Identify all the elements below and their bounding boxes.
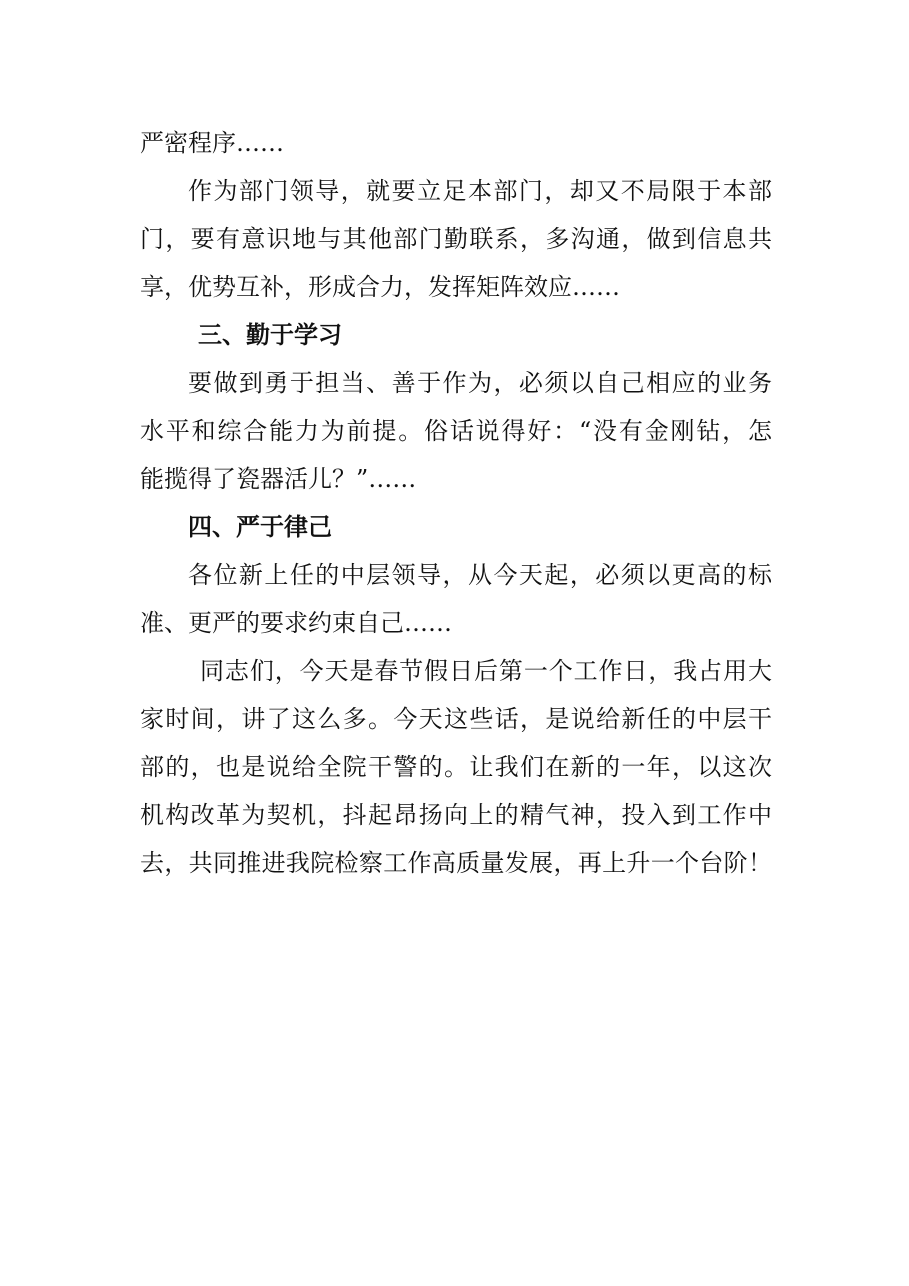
paragraph-line: 家时间，讲了这么多。今天这些话，是说给新任的中层干 bbox=[140, 705, 772, 733]
paragraph-line: 机构改革为契机，抖起昂扬向上的精气神，投入到工作中 bbox=[140, 801, 772, 829]
paragraph-line: 水平和综合能力为前提。俗话说得好：“没有金刚钻，怎 bbox=[140, 417, 772, 445]
paragraph-line: 去，共同推进我院检察工作高质量发展，再上升一个台阶！ bbox=[140, 849, 772, 877]
paragraph-line: 享，优势互补，形成合力，发挥矩阵效应…… bbox=[140, 273, 620, 301]
section-heading-3: 三、勤于学习 bbox=[198, 321, 342, 349]
paragraph-line: 部的，也是说给全院干警的。让我们在新的一年，以这次 bbox=[140, 753, 772, 781]
section-heading-4: 四、严于律己 bbox=[188, 513, 332, 541]
paragraph-line: 能揽得了瓷器活儿？”…… bbox=[140, 465, 417, 493]
paragraph-line: 要做到勇于担当、善于作为，必须以自己相应的业务 bbox=[188, 369, 772, 397]
paragraph-line: 准、更严的要求约束自己…… bbox=[140, 609, 452, 637]
paragraph-line: 各位新上任的中层领导，从今天起，必须以更高的标 bbox=[188, 561, 772, 589]
text-fragment: 严密程序…… bbox=[140, 129, 284, 157]
paragraph-line: 作为部门领导，就要立足本部门，却又不局限于本部 bbox=[188, 177, 772, 205]
paragraph-line: 门，要有意识地与其他部门勤联系，多沟通，做到信息共 bbox=[140, 225, 772, 253]
paragraph-line: 同志们，今天是春节假日后第一个工作日，我占用大 bbox=[200, 657, 772, 685]
